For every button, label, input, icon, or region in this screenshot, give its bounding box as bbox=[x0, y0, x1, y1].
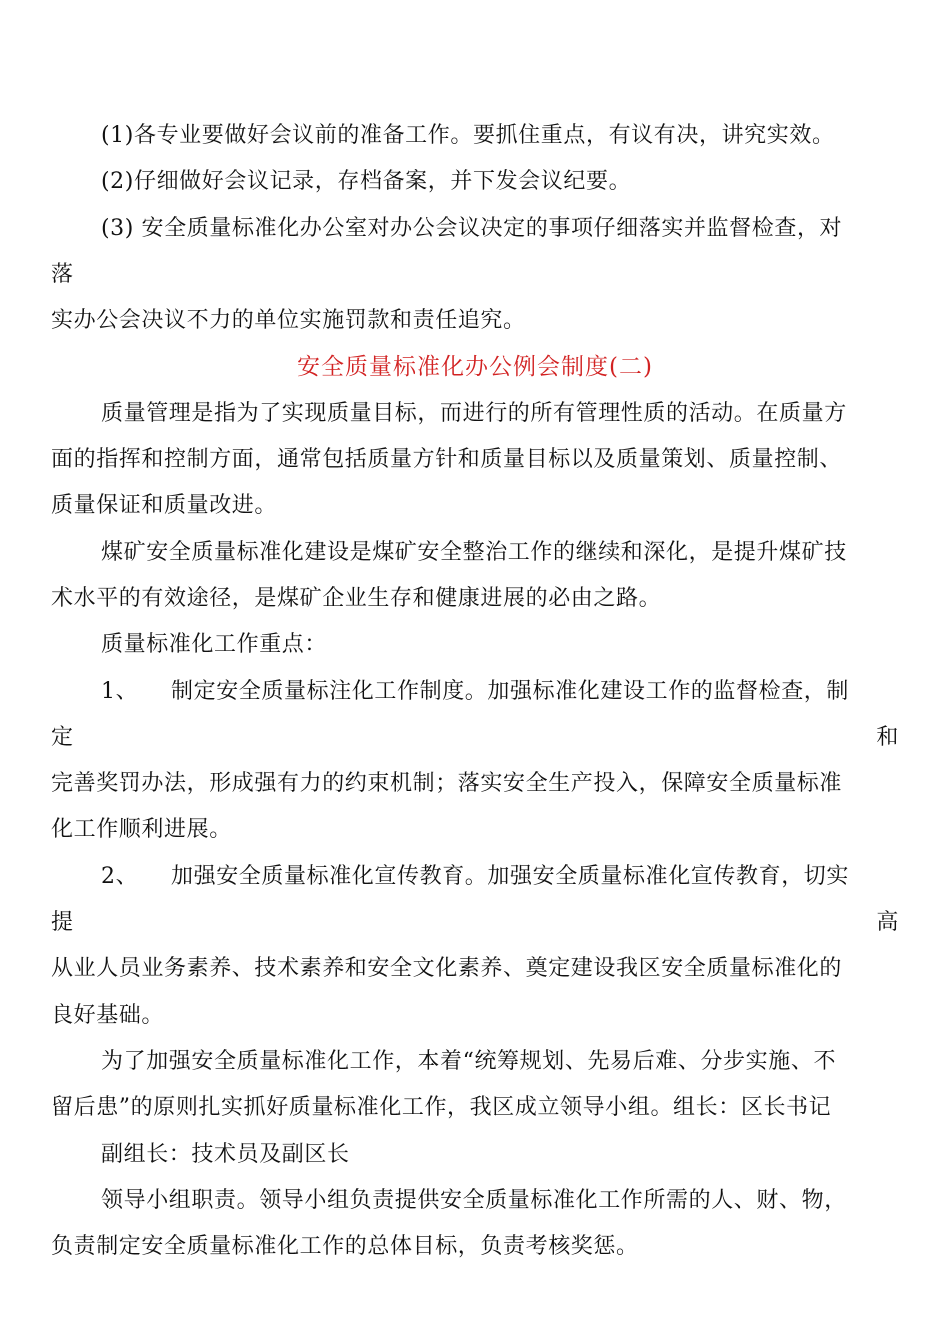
paragraph-4-line-2: 留后患”的原则扎实抓好质量标准化工作，我区成立领导小组。组长：区长书记 bbox=[51, 1095, 832, 1121]
list-item-2-split-left: 提 bbox=[51, 910, 74, 936]
list-item-2-line-4: 良好基础。 bbox=[51, 1002, 165, 1028]
paragraph-1-line-3: 质量保证和质量改进。 bbox=[51, 493, 278, 519]
paragraph-2-line-1: 煤矿安全质量标准化建设是煤矿安全整治工作的继续和深化，是提升煤矿技 bbox=[101, 539, 847, 565]
paragraph-5: 副组长：技术员及副区长 bbox=[101, 1141, 350, 1167]
list-item-2 bbox=[51, 854, 899, 900]
intro-item-3: (3) 安全质量标准化办公室对办公会议决定的事项仔细落实并监督检查，对 bbox=[101, 215, 843, 241]
list-item-1-line-4: 化工作顺利进展。 bbox=[51, 817, 232, 843]
paragraph-4-line-1: 为了加强安全质量标准化工作，本着“统筹规划、先易后难、分步实施、不 bbox=[101, 1048, 837, 1074]
list-item-2-number: 2、 bbox=[101, 863, 139, 889]
paragraph-6-line-1: 领导小组职责。领导小组负责提供安全质量标准化工作所需的人、财、物， bbox=[101, 1187, 847, 1213]
list-item-2-line-3: 从业人员业务素养、技术素养和安全文化素养、奠定建设我区安全质量标准化的 bbox=[51, 956, 843, 982]
paragraph-2-line-2: 术水平的有效途径，是煤矿企业生存和健康进展的必由之路。 bbox=[51, 585, 662, 611]
intro-item-1: (1)各专业要做好会议前的准备工作。要抓住重点，有议有决，讲究实效。 bbox=[101, 123, 835, 148]
list-item-1-number: 1、 bbox=[101, 678, 139, 704]
intro-item-3-wrap: 落 bbox=[51, 261, 74, 287]
section-title: 安全质量标准化办公例会制度(二) bbox=[297, 354, 653, 381]
intro-item-3-cont: 实办公会决议不力的单位实施罚款和责任追究。 bbox=[51, 308, 526, 334]
paragraph-3: 质量标准化工作重点： bbox=[101, 632, 328, 658]
list-item-1-split-right: 和 bbox=[876, 724, 899, 750]
list-item-2-split-line bbox=[51, 900, 899, 946]
paragraph-1-line-1: 质量管理是指为了实现质量目标，而进行的所有管理性质的活动。在质量方 bbox=[101, 400, 847, 426]
intro-item-2: (2)仔细做好会议记录，存档备案，并下发会议纪要。 bbox=[101, 169, 632, 195]
list-item-1 bbox=[51, 669, 899, 715]
list-item-1-split-line bbox=[51, 715, 899, 761]
list-item-1-line-1: 制定安全质量标注化工作制度。加强标准化建设工作的监督检查，制 bbox=[171, 678, 850, 704]
list-item-2-line-1: 加强安全质量标准化宣传教育。加强安全质量标准化宣传教育，切实 bbox=[171, 863, 850, 889]
paragraph-6-line-2: 负责制定安全质量标准化工作的总体目标，负责考核奖惩。 bbox=[51, 1234, 639, 1260]
paragraph-1-line-2: 面的指挥和控制方面，通常包括质量方针和质量目标以及质量策划、质量控制、 bbox=[51, 447, 843, 473]
document-page bbox=[51, 113, 899, 1270]
list-item-1-split-left: 定 bbox=[51, 724, 74, 750]
list-item-1-line-3: 完善奖罚办法，形成强有力的约束机制；落实安全生产投入，保障安全质量标准 bbox=[51, 771, 843, 797]
list-item-2-split-right: 高 bbox=[876, 910, 899, 936]
